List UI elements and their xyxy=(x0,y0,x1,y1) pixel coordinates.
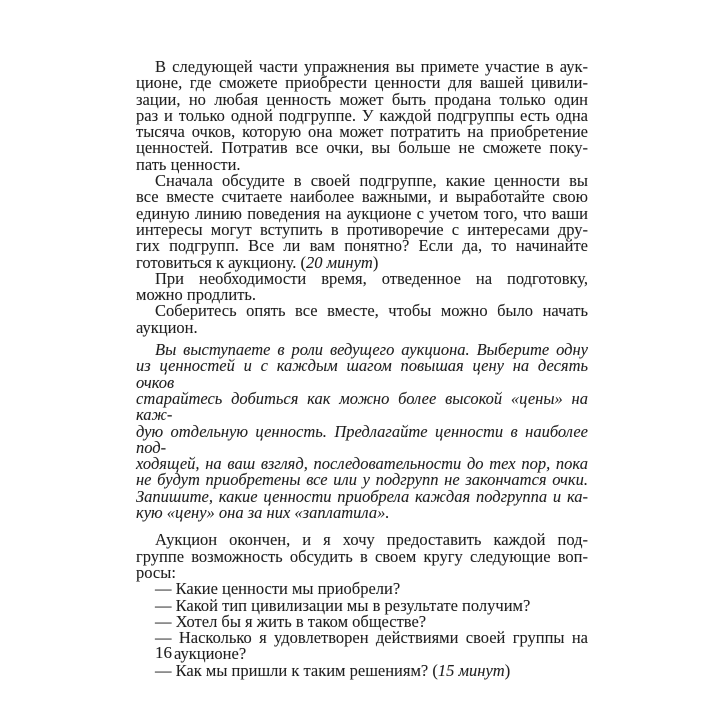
text-line: из ценностей и с каждым шагом повышая цену на десять очков xyxy=(136,356,588,392)
text-line: — Какой тип цивилизации мы в результате получим? xyxy=(155,595,531,615)
text-line: тысяча очков, которую она может потратить на приобретение xyxy=(136,122,588,142)
text-line: При необходимости время, отведенное на подготовку, xyxy=(155,268,588,288)
text-line: старайтесь добиться как можно более высокой «цены» на каж- xyxy=(136,388,588,425)
text-line: аукционе? xyxy=(174,644,247,664)
text-column xyxy=(136,59,588,679)
text-line: — Хотел бы я жить в таком обществе? xyxy=(155,611,427,631)
question-list xyxy=(136,581,588,679)
text-line: готовиться к аукциону. (20 минут) xyxy=(136,252,379,272)
text-line: Соберитесь опять все вместе, чтобы можно было начать xyxy=(155,301,588,321)
text-line: можно продлить. xyxy=(136,285,257,305)
text-line: Сначала обсудите в своей подгруппе, какие ценности вы xyxy=(155,171,588,191)
text-line: все вместе считаете наиболее важными, и выработайте свою xyxy=(136,187,588,207)
paragraph-auction-intro xyxy=(136,59,588,173)
text-line: зации, но любая ценность может быть продана только один xyxy=(136,89,588,109)
question-item-how-decided xyxy=(136,660,588,680)
text-line: Запишите, какие ценности приобрела каждая подгруппа и ка- xyxy=(136,486,588,506)
text-line: — Какие ценности мы приобрели? xyxy=(155,579,401,599)
text-line: аукцион. xyxy=(136,317,198,337)
paragraph-time-extension xyxy=(136,268,588,305)
text-line: гих подгрупп. Все ли вам понятно? Если да, то начинайте xyxy=(136,236,588,256)
text-line: В следующей части упражнения вы примете участие в аук- xyxy=(155,57,588,76)
text-line: не будут приобретены все или у подгрупп не закончатся очки. xyxy=(136,470,588,490)
text-line: кую «цену» она за них «заплатила». xyxy=(136,503,390,523)
text-line: ценностей. Потратив все очки, вы больше не сможете поку- xyxy=(136,138,588,158)
paragraph-gather-again xyxy=(136,303,588,336)
text-line: единую линию поведения на аукционе с учетом того, что ваши xyxy=(136,203,588,223)
text-line: ходящей, на ваш взгляд, последовательности до тех пор, пока xyxy=(136,454,588,474)
paragraph-leader-instructions xyxy=(136,342,588,521)
text-line: раз и только одной подгруппе. У каждой подгруппы есть одна xyxy=(136,105,588,125)
text-line: — Насколько я удовлетворен действиями своей группы на xyxy=(155,628,588,648)
text-line: Аукцион окончен, и я хочу предоставить каждой под- xyxy=(155,530,588,550)
paragraph-subgroup-discussion xyxy=(136,173,588,271)
text-line: ционе, где сможете приобрести ценности для вашей цивили- xyxy=(136,73,588,93)
text-line: Вы выступаете в роли ведущего аукциона. Выберите одну xyxy=(155,340,588,360)
text-line: группе возможность обсудить в своем кругу следующие воп- xyxy=(136,546,588,566)
text-line: росы: xyxy=(136,562,176,582)
text-line: дую отдельную ценность. Предлагайте ценности в наиболее под- xyxy=(136,421,588,457)
text-line: — Как мы пришли к таким решениям? (15 минут) xyxy=(155,660,511,680)
text-line: пать ценности. xyxy=(136,154,241,174)
text-line: интересы могут вступить в противоречие с интересами дру- xyxy=(136,219,588,239)
question-item-group-satisfaction xyxy=(136,630,588,663)
paragraph-auction-finished xyxy=(136,532,588,581)
page-number: 16 xyxy=(155,643,172,662)
